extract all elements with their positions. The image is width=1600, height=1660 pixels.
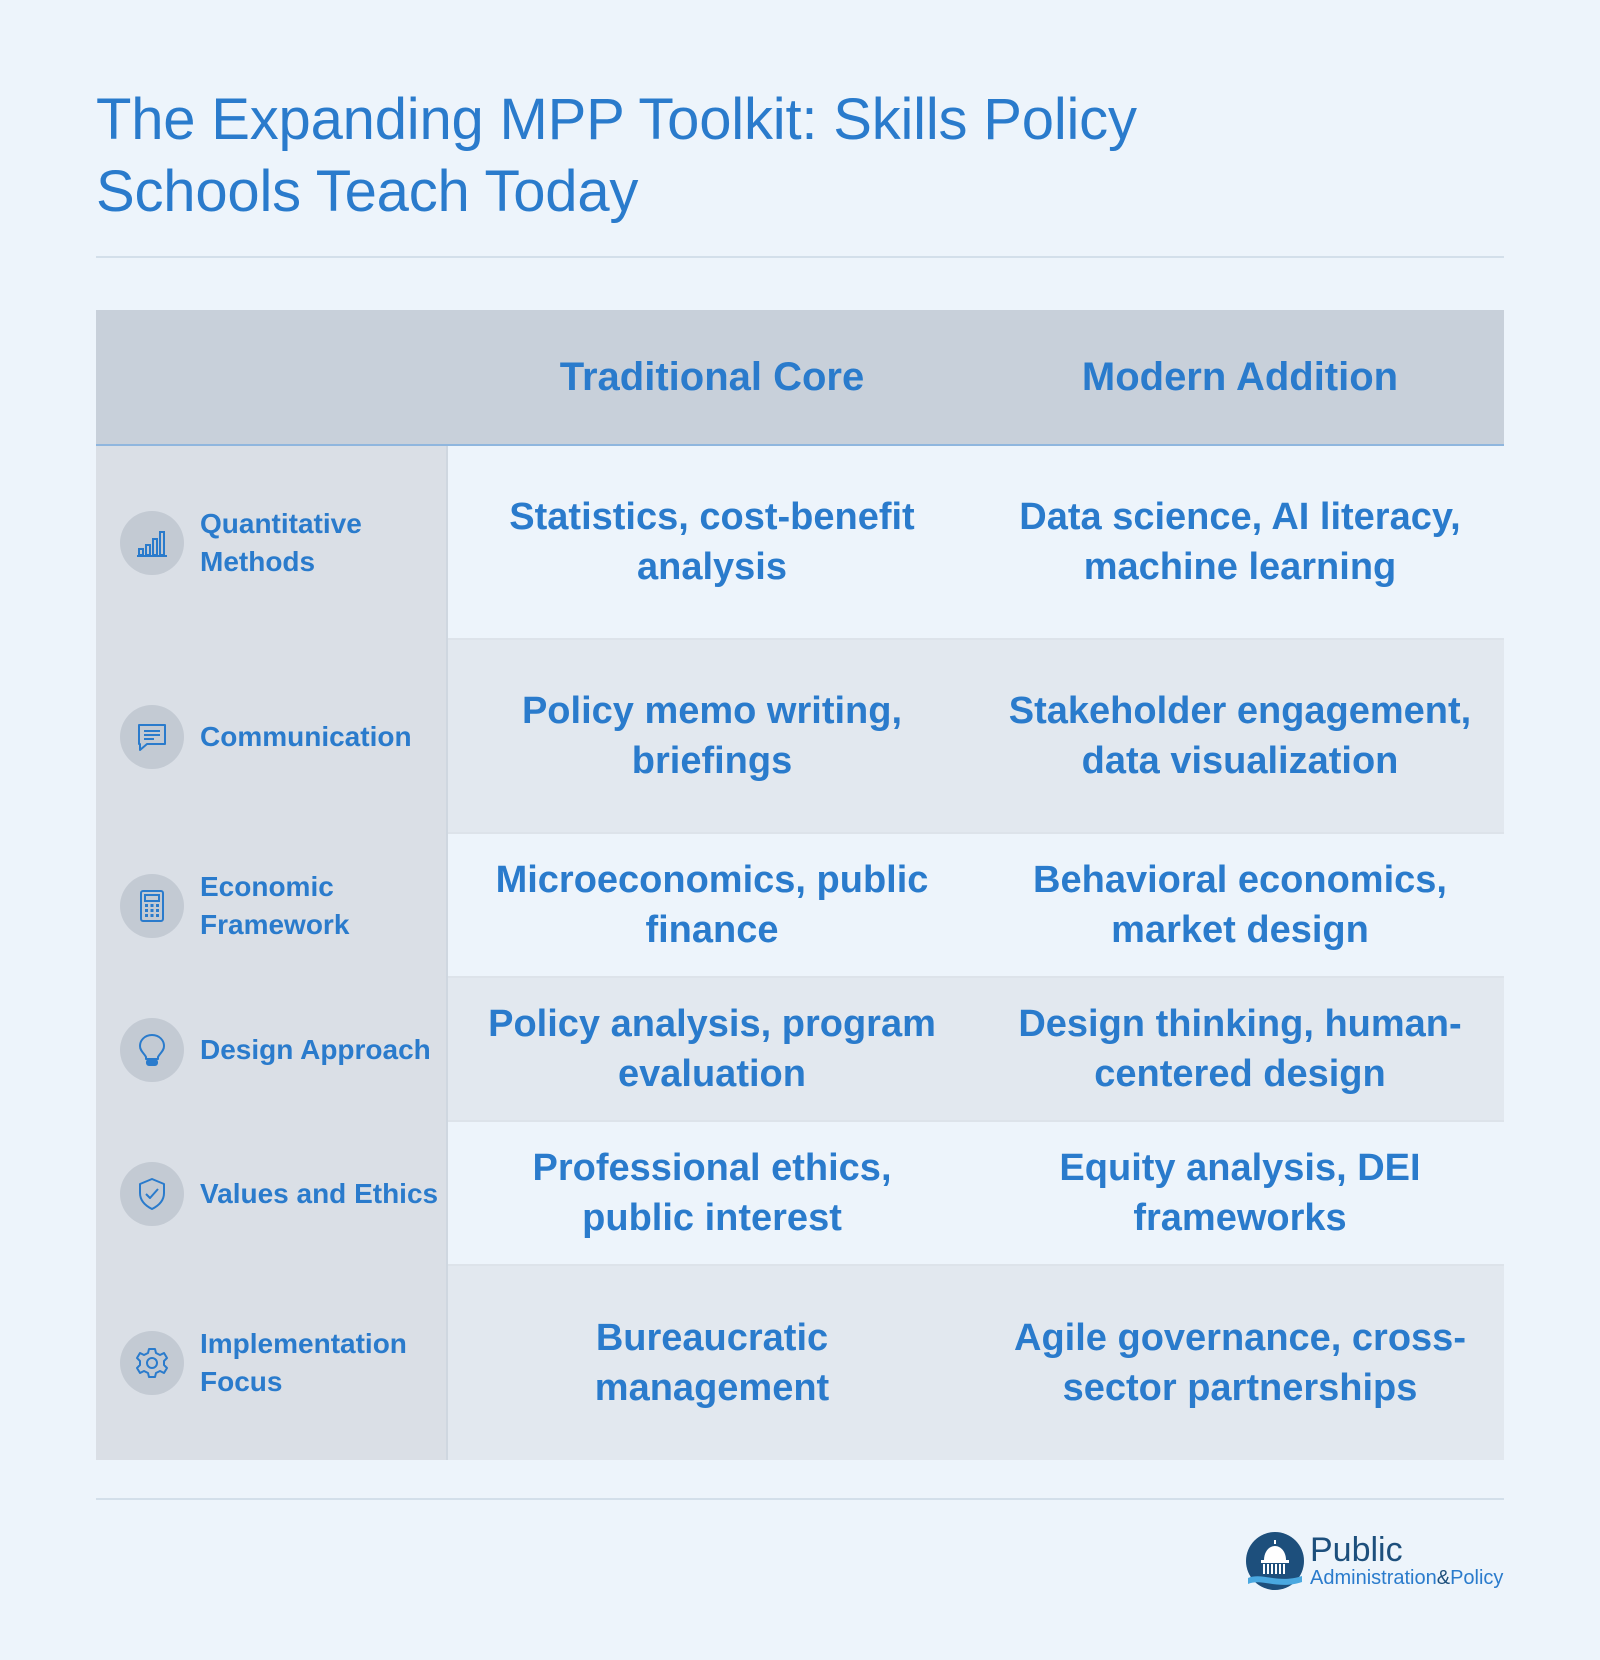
logo-wordmark <box>1310 1533 1503 1589</box>
shield-check-icon <box>132 1174 172 1214</box>
table-row <box>448 446 1504 640</box>
logo-line-public: Public <box>1310 1531 1403 1569</box>
table-row <box>448 978 1504 1122</box>
category-label: Communication <box>200 721 412 752</box>
category-column <box>96 446 448 1460</box>
logo-line-administration-policy <box>1310 1567 1503 1589</box>
category-quantitative-methods <box>96 446 446 640</box>
bar-chart-icon <box>132 523 172 563</box>
logo-word-policy: Policy <box>1450 1567 1504 1589</box>
traditional-cell: Bureaucratic management <box>594 1317 830 1409</box>
logo-word-administration: Administration <box>1310 1567 1437 1589</box>
logo-ampersand: & <box>1436 1567 1451 1589</box>
modern-cell: Data science, AI literacy, machine learning <box>1019 496 1461 588</box>
page-title: The Expanding MPP Toolkit: Skills Policy Schools Teach Today <box>96 87 1137 224</box>
table-row <box>448 640 1504 834</box>
category-label: Values and Ethics <box>200 1178 439 1209</box>
chat-icon <box>132 717 172 757</box>
modern-cell: Agile governance, cross-sector partnerships <box>1014 1317 1466 1409</box>
capitol-dome-icon <box>1244 1530 1306 1592</box>
header-traditional-core: Traditional Core <box>559 354 865 399</box>
table-row <box>448 1266 1504 1460</box>
traditional-cell: Statistics, cost-benefit analysis <box>509 496 915 588</box>
table-header <box>96 310 1504 446</box>
calculator-icon <box>132 886 172 926</box>
traditional-cell: Policy analysis, program evaluation <box>488 1003 936 1095</box>
category-communication <box>96 640 446 834</box>
header-blank-cell <box>96 310 448 444</box>
category-economic-framework <box>96 834 446 978</box>
modern-cell: Stakeholder engagement, data visualization <box>1008 690 1472 782</box>
header-modern-addition: Modern Addition <box>1081 354 1399 399</box>
category-label: Economic Framework <box>200 871 350 940</box>
table-row <box>448 834 1504 978</box>
publisher-logo <box>1244 1530 1503 1592</box>
traditional-cell: Professional ethics, public interest <box>532 1147 892 1239</box>
category-implementation-focus <box>96 1266 446 1460</box>
traditional-cell: Microeconomics, public finance <box>495 859 929 951</box>
table-rows <box>448 446 1504 1460</box>
modern-cell: Design thinking, human-centered design <box>1018 1003 1462 1095</box>
lightbulb-icon <box>132 1030 172 1070</box>
table-row <box>448 1122 1504 1266</box>
category-label: Design Approach <box>200 1034 431 1065</box>
bottom-divider <box>96 1498 1504 1500</box>
category-label: Quantitative Methods <box>200 508 362 577</box>
modern-cell: Equity analysis, DEI frameworks <box>1059 1147 1421 1239</box>
category-label: Implementation Focus <box>200 1328 407 1397</box>
traditional-cell: Policy memo writing, briefings <box>521 690 903 782</box>
category-design-approach <box>96 978 446 1122</box>
table-body <box>96 446 1504 1460</box>
modern-cell: Behavioral economics, market design <box>1033 859 1447 951</box>
category-values-and-ethics <box>96 1122 446 1266</box>
gear-icon <box>132 1343 172 1383</box>
skills-table <box>96 310 1504 1460</box>
top-divider <box>96 256 1504 258</box>
